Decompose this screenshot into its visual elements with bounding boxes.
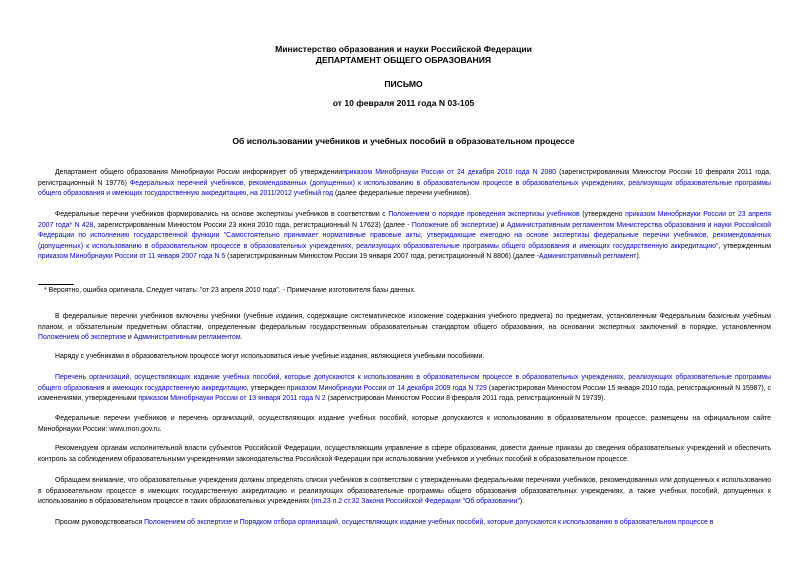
- paragraph-1: [38, 168, 771, 200]
- link-selection-procedure[interactable]: Порядком отбора организаций, осуществляющих издание учебных пособий, которые допускаются к использованию в образовательном процессе в: [239, 519, 714, 526]
- link-publishers-list[interactable]: Перечень организаций, осуществляющих издание учебных пособий, которые допускаются к использованию в образовательном процессе в образовательных учреждениях, реализующих образовательные программы общего образования и имеющих государственную аккредитацию: [38, 374, 771, 392]
- link-order-729[interactable]: приказом Минобрнауки России от 14 декабря 2009 года N 729: [286, 384, 487, 392]
- text: и: [232, 519, 240, 526]
- link-admin-short[interactable]: Административный регламент: [538, 253, 637, 261]
- text: Просим руководствоваться: [55, 519, 145, 526]
- text: (зарегистрирован Минюстом России 15 января 2010 года, регистрационный N 15987), с изменениями, утвержденными: [38, 384, 771, 403]
- link-expertise-short[interactable]: Положение об экспертизе: [411, 221, 496, 229]
- paragraph-2: [38, 210, 771, 263]
- text: Департамент общего образования Минобрнауки России информирует об утверждении: [55, 169, 343, 176]
- paragraph-6: Федеральные перечни учебников и перечень организаций, осуществляющих издание учебных пособий, которые допускаются к использованию в образовательном процессе, размещены на официальном сайте Минобрнауки России: www.mon.gov.ru.: [38, 415, 771, 433]
- paragraph-3: [38, 312, 771, 344]
- text: , утвержденным: [718, 242, 771, 250]
- link-expertise-short[interactable]: Положением об экспертизе: [144, 519, 233, 526]
- link-order-5[interactable]: приказом Минобрнауки России от 11 января 2007 года N 5: [38, 253, 226, 261]
- link-order-2[interactable]: приказом Минобрнауки России от 13 января 2011 года N 2: [138, 395, 326, 403]
- link-federal-lists[interactable]: Федеральных перечней учебников, рекомендованных (допущенных) к использованию в образовательном процессе в образовательных учреждениях, реализующих образовательные программы общего образования и имеющих государственную аккредитацию, на 2011/2012 учебный год: [38, 179, 771, 198]
- footnote-divider: [38, 284, 74, 285]
- link-expertise-regulation[interactable]: Положением о порядке проведения экспертизы учебников: [388, 211, 580, 218]
- text: Федеральные перечни учебников формировались на основе экспертизы учебников в соответствии с: [55, 211, 389, 218]
- doc-date-number: от 10 февраля 2011 года N 03-105: [332, 98, 475, 108]
- text: В федеральные перечни учебников включены учебники (учебные издания, содержащие систематическое изложение содержания учебного предмета) по предметам, установленным Федеральным базисным учебным планом, и обязательным предметным областям, определенным федеральным государственным образовательным стандартом общего образования, на основании экспертных заключений в порядке, установленном: [38, 313, 771, 331]
- text: .: [240, 334, 243, 342]
- link-order-428[interactable]: приказом Минобрнауки России от 23 апреля 2007 года* N 428: [38, 211, 771, 229]
- link-expertise-short[interactable]: Положением об экспертизе: [38, 334, 126, 342]
- paragraph-7: Рекомендуем органам исполнительной власти субъектов Российской Федерации, осуществляющим управление в сфере образования, довести данные приказы до сведения образовательных учреждений и обеспечить контроль за соблюдением образовательными учреждениями законодательства Российской Федерации при использовании учебников и учебных пособий в образовательном процессе.: [38, 445, 771, 463]
- link-admin-short[interactable]: Административным регламентом: [133, 334, 241, 342]
- paragraph-9: [38, 518, 771, 529]
- link-education-law[interactable]: пп.23 п.2 ст.32 Закона Российской Федерации "Об образовании": [313, 498, 520, 506]
- department-name: ДЕПАРТАМЕНТ ОБЩЕГО ОБРАЗОВАНИЯ: [315, 55, 492, 65]
- text: ).: [519, 498, 525, 506]
- text: (далее федеральные перечни учебников).: [333, 190, 472, 198]
- paragraph-5: [38, 373, 771, 405]
- paragraph-8: [38, 476, 771, 508]
- link-order-2080[interactable]: приказом Минобрнауки России от 24 декабря 2010 года N 2080: [342, 169, 556, 176]
- text: , утвержден: [246, 384, 287, 392]
- text: (утверждено: [579, 211, 626, 218]
- text: ) и: [495, 221, 507, 229]
- text: (зарегистрированным Минюстом России 10 февраля 2011 года, регистрационный N 19776): [38, 169, 772, 187]
- link-admin-regulation[interactable]: Административным регламентом Министерства образования и науки Российской Федерации по исполнению государственной функции "Самостоятельно принимает нормативные правовые акты, утверждающие ежегодно на основе экспертизы федеральные перечни учебников, рекомендованных (допущенных) к использованию в образовательном процессе в образовательных учреждениях, реализующих образовательные программы общего образования и имеющих государственную аккредитацию": [38, 221, 771, 250]
- doc-subject: Об использовании учебников и учебных пособий в образовательном процессе: [232, 136, 575, 146]
- text: (зарегистрированным Минюстом России 19 января 2007 года, регистрационный N 8806) (далее -: [225, 253, 539, 261]
- paragraph-4: Наряду с учебниками в образовательном процессе могут использоваться иные учебные издания, являющиеся учебными пособиями.: [55, 353, 485, 360]
- text: (зарегистрирован Минюстом России 8 февраля 2011 года, регистрационный N 19739).: [325, 395, 606, 403]
- text: и: [125, 334, 134, 342]
- text: ).: [636, 253, 641, 261]
- text: Обращаем внимание, что образовательные учреждения должны определять списки учебников в соответствии с утвержденными федеральными перечнями учебников, рекомендованных или допущенных к использованию в образовательном процессе в имеющих государственную аккредитацию и реализующих образовательные программы общего образования образовательных учреждениях, а также учебных пособий, допущенных к использованию в образовательном процессе в таких образовательных учреждениях (: [38, 477, 771, 506]
- text: , зарегистрированным Минюстом России 23 июня 2010 года, регистрационный N 17623) (далее -: [93, 221, 412, 229]
- ministry-name: Министерство образования и науки Российской Федерации: [275, 44, 532, 54]
- footnote: * Вероятно, ошибка оригинала. Следует читать: "от 23 апреля 2010 года". - Примечание изготовителя базы данных.: [44, 287, 416, 294]
- doc-type: ПИСЬМО: [384, 79, 423, 89]
